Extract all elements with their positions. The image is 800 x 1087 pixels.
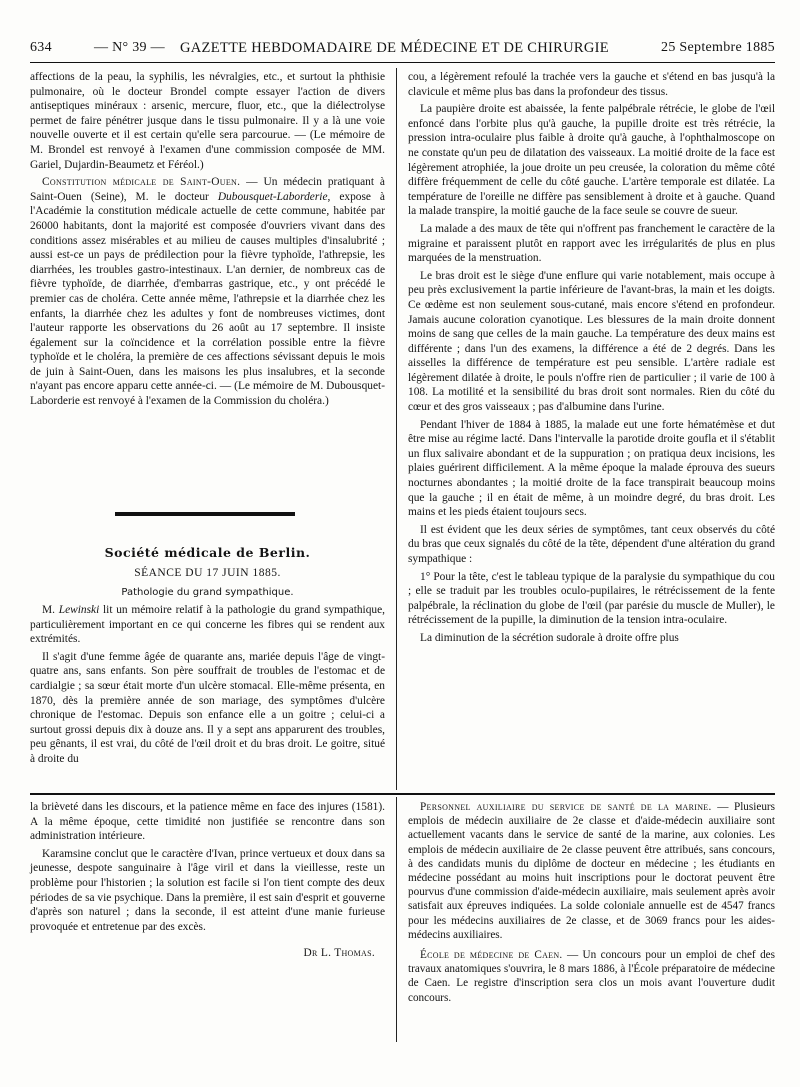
journal-title: GAZETTE HEBDOMADAIRE DE MÉDECINE ET DE CHIRURGIE <box>180 40 609 56</box>
paragraph: Il est évident que les deux séries de symptômes, tant ceux observés du côté du bras que ceux signalés du côté de la tête, dépendent d'une altération du grand sympathique : <box>408 523 775 565</box>
separator-rule <box>115 512 295 516</box>
horizontal-divider <box>30 793 775 795</box>
page-header <box>30 40 775 63</box>
topic-title: Pathologie du grand sympathique. <box>121 587 294 598</box>
paragraph <box>408 948 775 1005</box>
left-column-top <box>30 70 385 412</box>
author-name: Lewinski <box>58 604 100 616</box>
news-heading: Personnel auxiliaire du service de santé de la marine. <box>420 801 712 813</box>
right-column-top <box>408 70 775 649</box>
left-column-bottom <box>30 603 385 770</box>
bottom-left-column <box>30 800 385 961</box>
paragraph: affections de la peau, la syphilis, les névralgies, etc., et surtout la phthisie pulmonaire, où le docteur Brondel compte essayer l'action de divers antiseptiques minéraux : arsenic, mercure, fluor, etc., que la diélectrolyse permet de faire pénétrer jusque dans le tissu pulmonaire. Il y a là une voie nouvelle ouverte et il est certain qu'elle sera parcourue. — (Le mémoire de M. Brondel est renvoyé à l'examen d'une commission composée de MM. Gariel, Dujardin-Beaumetz et Féréol.) <box>30 71 385 171</box>
text-run: — Plusieurs emplois de médecin auxiliaire de 2e classe et d'aide-médecin auxiliaire sont actuellement vacants dans le service de santé de la marine, aux colonies. Les emplois de médecin auxiliaire de 2e classe peuvent être attribués, sans concours, à des candidats munis du diplôme de docteur en médecine ; les étudiants en médecine possédant au moins huit inscriptions pour le doctorat peuvent être pourvus d'une commission d'aide-médecin auxiliaire, mais seulement après avoir satisfait aux épreuves indiquées. La solde coloniale annuelle est de 4547 francs pour les médecins auxiliaires de 2e classe, et de 3069 francs pour les aides-médecins auxiliaires. <box>408 801 776 941</box>
paragraph: La paupière droite est abaissée, la fente palpébrale rétrécie, le globe de l'œil enfoncé dans l'orbite plus qu'à gauche, la pupille droite est très rétrécie, la pression intra-oculaire plus faible à droite qu'à gauche, à l'ophthalmoscope on ne constate qu'un peu de dilatation des vaisseaux. La moitié droite de la face est légèrement atrophiée, la joue droite un peu creusée, la coloration du même côté diffère fréquemment de celle du côté gauche. L'artère temporale est dilatée. La température de l'oreille ne diffère pas sensiblement à droite et à gauche. Quand la malade transpire, la moitié gauche de la face seule se couvre de sueur. <box>408 103 775 218</box>
paragraph: Karamsine conclut que le caractère d'Ivan, prince vertueux et doux dans sa jeunesse, despote sanguinaire à l'âge viril et dans la vieillesse, reste un problème pour l'historien ; la solution est facile si l'on tient compte des deux périodes de sa vie psychique. Dans la première, il est sain d'esprit et gouverne d'après son naturel ; dans la seconde, il est atteint d'une manie furieuse provoquée et entretenue par des excès. <box>30 847 385 933</box>
text-run: — Un médecin pratiquant à Saint-Ouen (Seine), M. le docteur <box>30 176 385 203</box>
society-title: Société médicale de Berlin. <box>104 545 311 560</box>
paragraph: La diminution de la sécrétion sudorale à droite offre plus <box>420 631 679 644</box>
paragraph <box>30 603 385 647</box>
paragraph <box>30 175 385 409</box>
text-run: , expose à l'Académie la constitution médicale actuelle de cette commune, habitée par 26000 habitants, dont la majorité est composée d'ouvriers vivant dans des conditions assez misérables et au milieu de causes multiples d'insalubrité ; aussi est-ce un pays de prédilection pour la fièvre typhoïde, l'athrepsie, les diarrhées, les troubles gastro-intestinaux. L'an dernier, de nombreux cas de fièvre typhoïde, de diarrhée, d'embarras gastrique, etc., y ont précédé le premier cas de choléra. Cette année même, l'athrepsie et la diarrhée chez les enfants, la diarrhée chez les adultes y font de nombreuses victimes, dont l'auteur rapporte les observations du 26 août au 17 septembre. Il insiste également sur la coïncidence et la corrélation possible entre la fièvre typhoïde et le choléra, la première de ces affections sévissant depuis le mois de juin à Saint-Ouen, dans les maisons les plus insalubres, et la seconde n'ayant pas encore apparu cette année-ci. — (Le mémoire de M. Dubousquet-Laborderie est renvoyé à l'examen de la Commission du choléra.) <box>30 190 385 408</box>
column-divider <box>396 68 397 790</box>
column-divider-bottom <box>396 797 397 1042</box>
section-heading: Constitution médicale de Saint-Ouen. <box>42 176 241 189</box>
author-name: Dubousquet-Laborderie <box>217 190 328 203</box>
issue-date: 25 Septembre 1885 <box>661 40 775 55</box>
paragraph: 1° Pour la tête, c'est le tableau typique de la paralysie du sympathique du cou ; elle se traduit par les troubles oculo-pupilaires, le rétrécissement de la fente palpébrale, la réclination du globe de l'œil (par parésie du muscle de Muller), le rétrécissement de la pupille, la diminution de la tension intra-oculaire. <box>408 570 775 627</box>
paragraph: cou, a légèrement refoulé la trachée vers la gauche et s'étend en bas jusqu'à la clavicule et même plus bas dans la profondeur des tissus. <box>408 71 775 98</box>
paragraph: Pendant l'hiver de 1884 à 1885, la malade eut une forte hématémèse et dut être mise au régime lacté. Dans l'intervalle la parotide droite goufla et il s'établit un flux salivaire abondant et de la suppuration ; on pratiqua deux incisions, les plaies guérirent difficilement. A la même époque la malade éprouva des sueurs nocturnes abondantes ; la moitié droite de la face transpirait beaucoup moins que la gauche ; il en était de même, à un moindre degré, du bras droit. Les mains et les pieds étaient toujours secs. <box>408 418 775 519</box>
paragraph: Le bras droit est le siège d'une enflure qui varie notablement, mais occupe à peu près exclusivement la partie inférieure de l'avant-bras, la main et les doigts. Ce œdème est non seulement sous-cutané, mais encore s'étend en profondeur. Jamais aucune coloration cyanotique. Les blessures de la main droite donnent moins de sang que celles de la main gauche. La température des deux mains est différente ; dans l'un des examens, la différence a été de 2 degrés. Dans les aisselles la différence de température est peu sensible. L'artère radiale est légèrement dilatée à droite, le pouls n'offre rien de particulier ; il varie de 100 à 108. La motilité et la sensibilité du bras droit sont normales. Rien du côté du cœur et des gros vaisseaux ; pas d'albumine dans l'urine. <box>408 269 775 414</box>
bottom-right-column <box>408 800 775 1008</box>
paragraph: La malade a des maux de tête qui n'offrent pas franchement le caractère de la migraine et paraissent plutôt en rapport avec les irrégularités de plus en plus marquées de la menstruation. <box>408 222 775 265</box>
paragraph: Il s'agit d'une femme âgée de quarante ans, mariée depuis l'âge de vingt-quatre ans, sans enfants. Son père souffrait de troubles de l'estomac et de cardialgie ; sa sœur était morte d'un ulcère stomacal. Elle-même présenta, en 1870, dès la première année de son mariage, des symptômes d'ulcère chronique de l'estomac. Depuis son enfance elle a un goitre ; celui-ci a surtout grossi depuis dix à douze ans. Il y a sept ans apparurent des troubles, peu gênants, il est vrai, du côté de l'œil droit et du bras droit. Le goitre, situé à droite du <box>30 650 385 765</box>
paragraph: la brièveté dans les discours, et la patience même en face des injures (1581). A la même époque, cette timidité non justifiée se rencontre dans son administration intérieure. <box>30 801 385 843</box>
text-run: — Un concours pour un emploi de chef des travaux anatomiques s'ouvrira, le 8 mars 1886, à l'École préparatoire de médecine de Caen. Le registre d'inscription sera clos un mois avant l'ouverture dudit concours. <box>408 949 775 1004</box>
paragraph <box>408 800 775 942</box>
page-number: 634 <box>30 40 52 55</box>
news-heading: École de médecine de Caen. <box>420 949 563 962</box>
issue-number: — N° 39 — <box>94 40 165 55</box>
text-run: M. <box>42 604 59 616</box>
text-run: lit un mémoire relatif à la pathologie du grand sympathique, particulièrement important en ce qui concerne les fibres qui se rendent aux extrémités. <box>30 604 386 646</box>
session-date: SÉANCE DU 17 JUIN 1885. <box>134 567 281 579</box>
signature: Dr L. Thomas. <box>303 947 375 960</box>
